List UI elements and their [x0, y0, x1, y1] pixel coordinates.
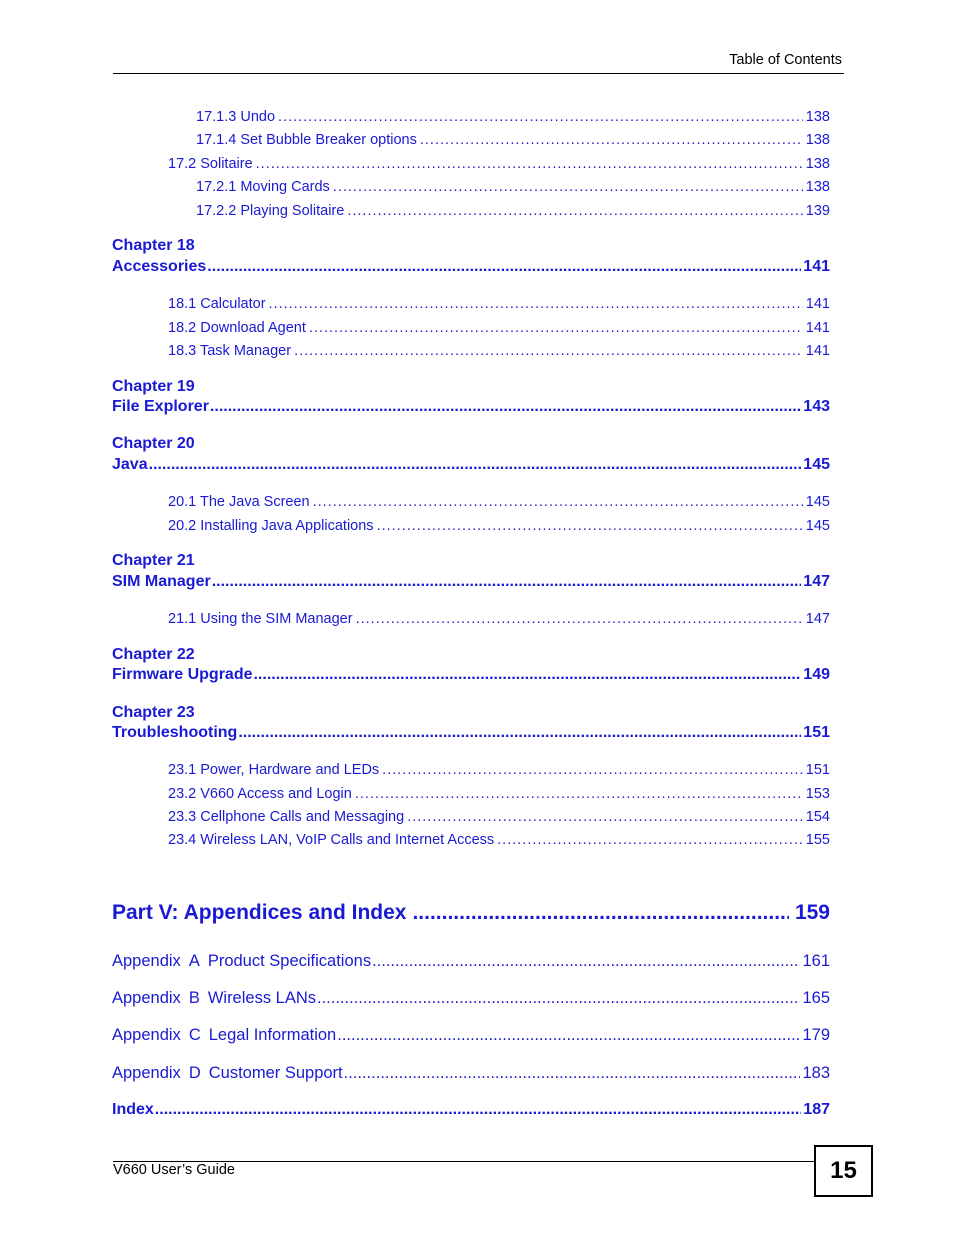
toc-entry-17-2-2[interactable] — [196, 202, 830, 220]
page-number: 15 — [830, 1157, 857, 1184]
chapter-label: Chapter 23 — [112, 704, 195, 721]
toc-entry-17-2[interactable] — [168, 155, 830, 173]
toc-entry-23-3[interactable] — [168, 808, 830, 826]
toc-entry-17-2-1[interactable] — [196, 178, 830, 196]
chapter-title: Java — [112, 456, 148, 473]
chapter-label: Chapter 21 — [112, 552, 195, 569]
part-page: 159 — [794, 901, 830, 924]
toc-entry-23-1[interactable] — [168, 761, 830, 779]
appendix-page: 161 — [802, 952, 830, 970]
appendix-prefix: Appendix — [112, 952, 181, 970]
toc-entry-page: 141 — [805, 320, 830, 336]
appendix-prefix: Appendix — [112, 1026, 181, 1044]
appendix-letter: A — [188, 952, 200, 970]
appendix-b-link[interactable] — [112, 988, 830, 1008]
chapter-title-link[interactable] — [112, 572, 830, 592]
appendix-page: 183 — [802, 1064, 830, 1082]
chapter-page: 147 — [803, 573, 830, 590]
toc-entry-label: 18.3 Task Manager — [168, 343, 292, 359]
toc-entry-18-3[interactable] — [168, 342, 830, 360]
toc-entry-21-1[interactable] — [168, 610, 830, 628]
toc-entry-label: 20.2 Installing Java Applications — [168, 518, 374, 534]
part-title: Part V: Appendices and Index — [112, 901, 407, 924]
toc-entry-page: 138 — [805, 156, 830, 172]
part-title-link[interactable] — [112, 900, 830, 926]
appendix-d-link[interactable] — [112, 1063, 830, 1083]
appendix-letter: C — [188, 1026, 201, 1044]
toc-entry-page: 147 — [805, 611, 830, 627]
appendix-title: Legal Information — [208, 1026, 337, 1044]
toc-entry-18-1[interactable] — [168, 295, 830, 313]
appendix-letter: D — [188, 1064, 201, 1082]
toc-entry-label: 21.1 Using the SIM Manager — [168, 611, 353, 627]
appendix-title: Customer Support — [208, 1064, 343, 1082]
toc-entry-page: 141 — [805, 296, 830, 312]
chapter-title-link[interactable] — [112, 397, 830, 417]
toc-entry-20-1[interactable] — [168, 493, 830, 511]
appendix-prefix: Appendix — [112, 1064, 181, 1082]
chapter-page: 141 — [803, 258, 830, 275]
chapter-title: Firmware Upgrade — [112, 666, 253, 683]
chapter-label: Chapter 18 — [112, 237, 195, 254]
chapter-title: SIM Manager — [112, 573, 211, 590]
toc-entry-23-4[interactable] — [168, 831, 830, 849]
index-link[interactable] — [112, 1100, 830, 1120]
toc-entry-label: 23.3 Cellphone Calls and Messaging — [168, 809, 405, 825]
toc-entry-page: 154 — [805, 809, 830, 825]
toc-entry-18-2[interactable] — [168, 319, 830, 337]
appendix-page: 179 — [802, 1026, 830, 1044]
chapter-page: 145 — [803, 456, 830, 473]
appendix-a-link[interactable] — [112, 951, 830, 971]
chapter-label: Chapter 19 — [112, 378, 195, 395]
chapter-page: 149 — [803, 666, 830, 683]
chapter-label: Chapter 22 — [112, 646, 195, 663]
toc-entry-label: 18.1 Calculator — [168, 296, 266, 312]
toc-entry-page: 151 — [805, 762, 830, 778]
toc-entry-page: 141 — [805, 343, 830, 359]
toc-entry-label: 17.2.2 Playing Solitaire — [196, 203, 345, 219]
chapter-title: Troubleshooting — [112, 724, 238, 741]
toc-entry-page: 138 — [805, 132, 830, 148]
chapter-title-link[interactable] — [112, 455, 830, 475]
appendix-letter: B — [188, 989, 200, 1007]
toc-entry-page: 153 — [805, 786, 830, 802]
toc-entry-page: 155 — [805, 832, 830, 848]
appendix-title: Product Specifications — [207, 952, 372, 970]
chapter-title-link[interactable] — [112, 257, 830, 277]
toc-entry-label: 17.2 Solitaire — [168, 156, 253, 172]
toc-entry-label: 17.1.4 Set Bubble Breaker options — [196, 132, 417, 148]
toc-entry-page: 145 — [805, 494, 830, 510]
appendix-title: Wireless LANs — [207, 989, 317, 1007]
toc-entry-label: 17.2.1 Moving Cards — [196, 179, 330, 195]
header-title: Table of Contents — [729, 52, 842, 68]
toc-entry-page: 139 — [805, 203, 830, 219]
toc-entry-17-1-4[interactable] — [196, 131, 830, 149]
toc-entry-page: 138 — [805, 109, 830, 125]
chapter-title-link[interactable] — [112, 665, 830, 685]
toc-entry-label: 18.2 Download Agent — [168, 320, 306, 336]
toc-entry-label: 17.1.3 Undo — [196, 109, 276, 125]
chapter-title: Accessories — [112, 258, 207, 275]
chapter-title-link[interactable] — [112, 723, 830, 743]
toc-entry-label: 23.4 Wireless LAN, VoIP Calls and Internet Access — [168, 832, 495, 848]
chapter-label: Chapter 20 — [112, 435, 195, 452]
index-page: 187 — [803, 1101, 830, 1118]
appendix-page: 165 — [802, 989, 830, 1007]
toc-entry-page: 138 — [805, 179, 830, 195]
chapter-page: 143 — [803, 398, 830, 415]
toc-entry-label: 23.2 V660 Access and Login — [168, 786, 352, 802]
toc-entry-23-2[interactable] — [168, 785, 830, 803]
index-title: Index — [112, 1101, 154, 1118]
header-rule — [113, 73, 844, 74]
chapter-page: 151 — [803, 724, 830, 741]
toc-entry-20-2[interactable] — [168, 517, 830, 535]
footer-guide-title: V660 User’s Guide — [113, 1162, 235, 1178]
page-number-box — [814, 1145, 873, 1197]
toc-entry-page: 145 — [805, 518, 830, 534]
appendix-prefix: Appendix — [112, 989, 181, 1007]
toc-entry-17-1-3[interactable] — [196, 108, 830, 126]
appendix-c-link[interactable] — [112, 1025, 830, 1045]
chapter-title: File Explorer — [112, 398, 209, 415]
toc-entry-label: 23.1 Power, Hardware and LEDs — [168, 762, 380, 778]
toc-entry-label: 20.1 The Java Screen — [168, 494, 310, 510]
